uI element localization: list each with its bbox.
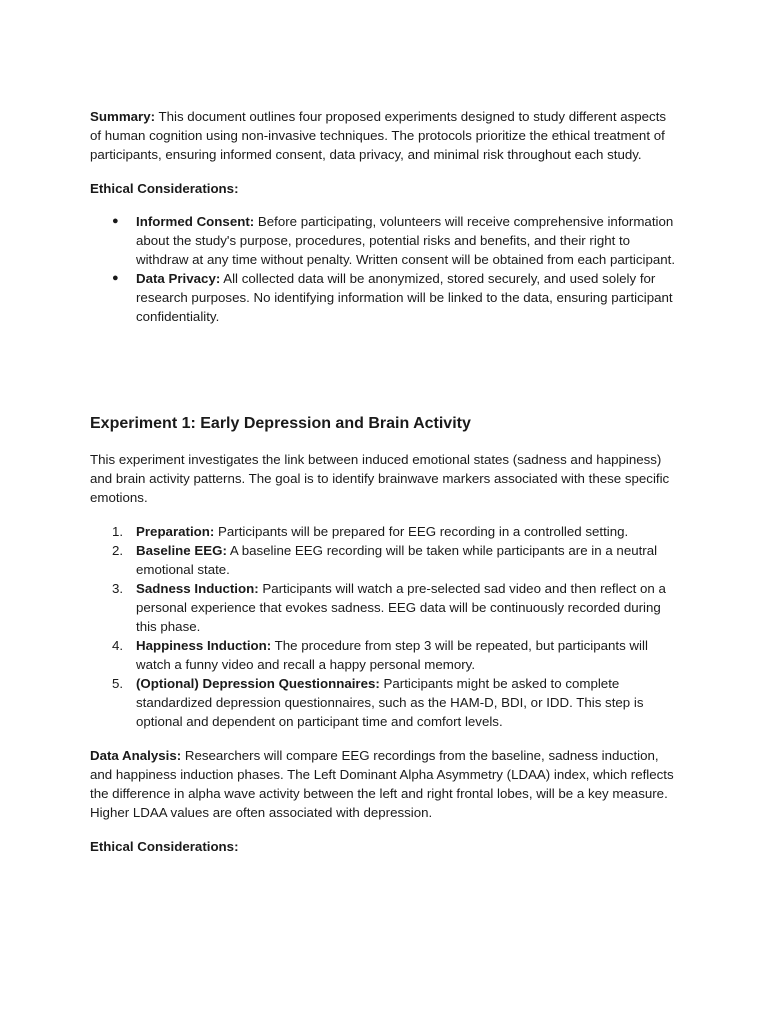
step-text: Participants will watch a pre-selected sad video and then reflect on a personal experience that evokes sadness. EEG data will be continuously recorded during this phase. — [136, 581, 666, 634]
document-page — [90, 107, 680, 856]
ethics-item-label: Data Privacy: — [136, 271, 221, 286]
ethics-heading: Ethical Considerations: — [90, 181, 239, 196]
step-item — [90, 579, 680, 636]
ethics-item-data-privacy — [90, 269, 680, 326]
ethics-item-text: Before participating, volunteers will receive comprehensive information about the study's purpose, procedures, potential risks and benefits, and their right to withdraw at any time without penalty. Written consent will be obtained from each participant. — [136, 214, 676, 267]
experiment-1-steps — [90, 522, 680, 731]
data-analysis-text: Researchers will compare EEG recordings from the baseline, sadness induction, and happiness induction phases. The Left Dominant Alpha Asymmetry (LDAA) index, which reflects the difference in alpha wave activity between the left and right frontal lobes, will be a key measure. Higher LDAA values are often associated with depression. — [90, 748, 674, 820]
experiment-1-intro: This experiment investigates the link between induced emotional states (sadness and happiness) and brain activity patterns. The goal is to identify brainwave markers associated with these specific emotions. — [90, 452, 670, 505]
summary-text: This document outlines four proposed experiments designed to study different aspects of human cognition using non-invasive techniques. The protocols prioritize the ethical treatment of participants, ensuring informed consent, data privacy, and minimal risk throughout each study. — [90, 109, 667, 162]
ethics-item-informed-consent — [90, 212, 680, 269]
ethics-list — [90, 212, 680, 326]
step-label: Preparation: — [136, 524, 215, 539]
step-number: 3. — [112, 581, 124, 596]
step-number: 4. — [112, 638, 124, 653]
summary-paragraph — [90, 107, 680, 164]
data-analysis-label: Data Analysis: — [90, 748, 182, 763]
step-number: 5. — [112, 676, 124, 691]
experiment-1-title: Experiment 1: Early Depression and Brain Activity — [90, 415, 471, 432]
summary-label: Summary: — [90, 109, 156, 124]
step-item — [90, 541, 680, 579]
step-number: 2. — [112, 543, 124, 558]
step-label: Happiness Induction: — [136, 638, 272, 653]
step-item — [90, 636, 680, 674]
step-number: 1. — [112, 524, 124, 539]
step-text: The procedure from step 3 will be repeated, but participants will watch a funny video and recall a happy personal memory. — [136, 638, 648, 672]
step-item — [90, 674, 680, 731]
ethics-item-label: Informed Consent: — [136, 214, 255, 229]
step-label: Baseline EEG: — [136, 543, 227, 558]
bullet-icon: ● — [112, 215, 119, 227]
step-text: A baseline EEG recording will be taken while participants are in a neutral emotional state. — [136, 543, 658, 577]
step-label: (Optional) Depression Questionnaires: — [136, 676, 380, 691]
ethics-item-text: All collected data will be anonymized, stored securely, and used solely for research purposes. No identifying information will be linked to the data, ensuring participant confidentiality. — [136, 271, 673, 324]
step-text: Participants might be asked to complete standardized depression questionnaires, such as the HAM-D, BDI, or IDD. This step is optional and dependent on participant time and comfort levels. — [136, 676, 644, 729]
bullet-icon: ● — [112, 272, 119, 284]
step-label: Sadness Induction: — [136, 581, 259, 596]
experiment-1-ethics-heading: Ethical Considerations: — [90, 839, 239, 854]
step-item — [90, 522, 680, 541]
step-text: Participants will be prepared for EEG recording in a controlled setting. — [214, 524, 629, 539]
data-analysis-paragraph — [90, 746, 680, 822]
